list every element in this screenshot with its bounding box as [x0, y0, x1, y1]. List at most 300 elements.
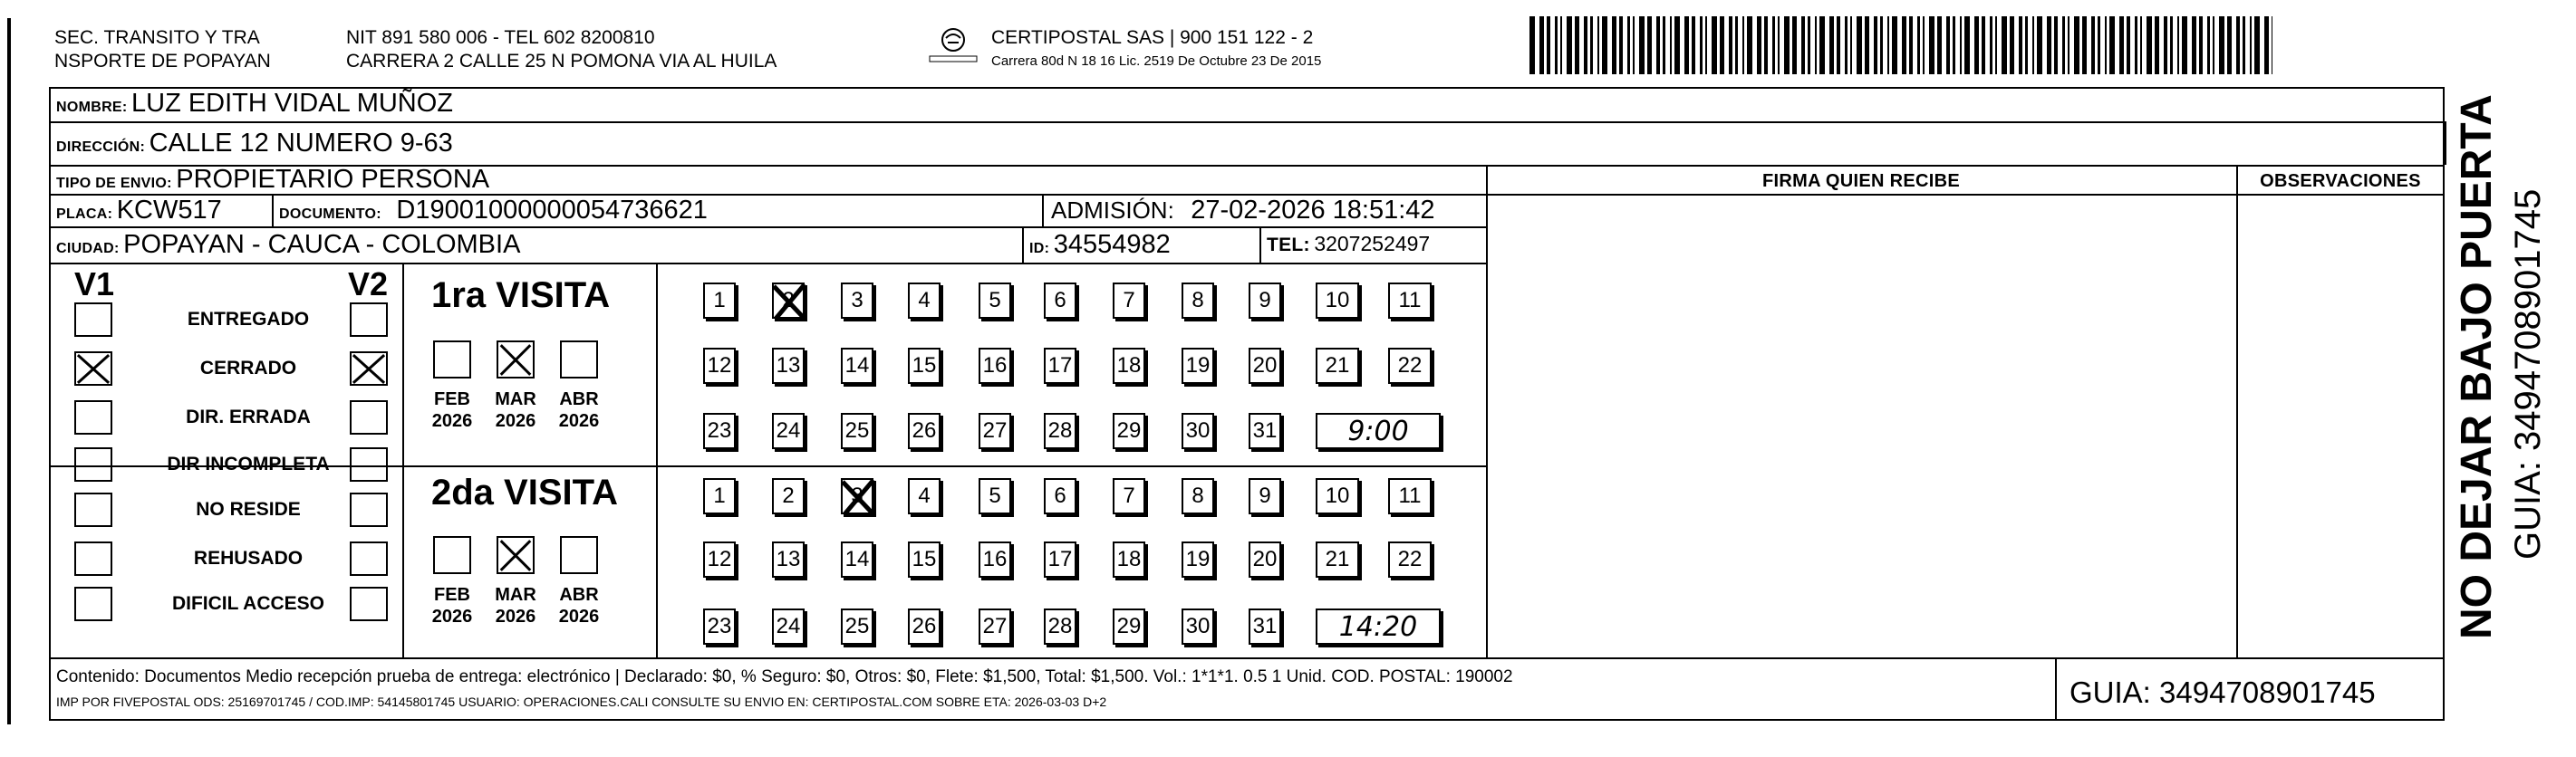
- day-box[interactable]: [772, 348, 805, 384]
- month-year: 2026: [558, 607, 600, 627]
- direccion-value: CALLE 12 NUMERO 9-63: [149, 129, 453, 158]
- visit-time[interactable]: 9:00: [1316, 413, 1441, 449]
- day-box[interactable]: [1316, 541, 1359, 578]
- documento-value: D19001000000054736621: [396, 196, 708, 225]
- day-number: 4: [918, 288, 931, 312]
- id-divider: [1022, 226, 1024, 263]
- nombre-row: [56, 91, 453, 117]
- day-box[interactable]: [1249, 413, 1281, 449]
- status-label: ENTREGADO: [187, 309, 310, 330]
- placa-row: [56, 197, 222, 224]
- month-label: FEB: [434, 585, 470, 605]
- day-box[interactable]: [1182, 541, 1214, 578]
- barcode-bar: [1705, 16, 1707, 74]
- barcode-bar: [1692, 16, 1695, 74]
- day-number: 15: [912, 547, 937, 571]
- day-box[interactable]: [1113, 348, 1145, 384]
- side-warning: NO DEJAR BAJO PUERTA: [2453, 94, 2501, 639]
- v1-checkbox[interactable]: [74, 447, 112, 482]
- barcode-bar: [1909, 16, 1913, 74]
- admision-divider: [1042, 194, 1044, 226]
- day-box[interactable]: [1044, 541, 1076, 578]
- day-box[interactable]: [1388, 348, 1432, 384]
- barcode-bar: [1960, 16, 1962, 74]
- barcode-bar: [2213, 16, 2214, 74]
- day-box[interactable]: [908, 413, 941, 449]
- barcode-bar: [1865, 16, 1869, 74]
- barcode-bar: [2227, 16, 2232, 74]
- day-number: 14: [844, 353, 870, 378]
- day-number: 31: [1252, 614, 1278, 638]
- barcode-bar: [2140, 16, 2142, 74]
- barcode-bar: [2127, 16, 2130, 74]
- barcode-bar: [1663, 16, 1665, 74]
- tel-divider: [1259, 226, 1261, 263]
- day-box[interactable]: [1113, 608, 1145, 645]
- admision-value: 27-02-2026 18:51:42: [1191, 196, 1435, 225]
- day-number: 19: [1185, 547, 1211, 571]
- day-box[interactable]: [1182, 283, 1214, 319]
- barcode-bar: [1937, 16, 1942, 74]
- barcode-bar: [1742, 16, 1744, 74]
- day-number: 17: [1047, 353, 1073, 378]
- day-box[interactable]: [703, 541, 736, 578]
- barcode-bar: [1953, 16, 1955, 74]
- day-number: 17: [1047, 547, 1073, 571]
- day-box[interactable]: [841, 478, 873, 514]
- month-year: 2026: [431, 607, 473, 627]
- status-divider: [402, 263, 404, 657]
- side-guia: GUIA: 3494708901745: [2508, 188, 2548, 560]
- v2-checkbox[interactable]: [350, 447, 388, 482]
- month-year: 2026: [495, 411, 536, 431]
- barcode-bar: [2164, 16, 2167, 74]
- day-number: 8: [1192, 484, 1204, 508]
- day-box[interactable]: [1249, 541, 1281, 578]
- barcode-bar: [1850, 16, 1852, 74]
- day-box[interactable]: [908, 541, 941, 578]
- barcode-bar: [1590, 16, 1593, 74]
- day-number: 4: [918, 484, 931, 508]
- v2-checkbox[interactable]: [350, 587, 388, 621]
- v2-checkbox[interactable]: [350, 302, 388, 337]
- barcode-bar: [1845, 16, 1848, 74]
- day-number: 20: [1252, 353, 1278, 378]
- barcode-bar: [1529, 16, 1535, 74]
- day-number: 27: [982, 418, 1008, 443]
- day-box[interactable]: [1113, 478, 1145, 514]
- day-box[interactable]: [908, 348, 941, 384]
- day-box[interactable]: [979, 608, 1011, 645]
- barcode-bar: [1778, 16, 1780, 74]
- day-box[interactable]: [703, 413, 736, 449]
- nit-line-2: CARRERA 2 CALLE 25 N POMONA VIA AL HUILA: [346, 51, 777, 72]
- day-number: 6: [1054, 288, 1066, 312]
- barcode-bar: [1764, 16, 1768, 74]
- barcode-bar: [2207, 16, 2210, 74]
- day-box[interactable]: [841, 541, 873, 578]
- ciudad-row: [56, 232, 520, 258]
- tipo-label: TIPO DE ENVIO:: [56, 176, 172, 191]
- barcode-bar: [1880, 16, 1883, 74]
- day-box[interactable]: [1249, 608, 1281, 645]
- day-number: 7: [1123, 288, 1135, 312]
- day-number: 28: [1047, 614, 1073, 638]
- visit2-title: 2da VISITA: [431, 473, 618, 513]
- barcode-bar: [2135, 16, 2137, 74]
- nit-line-1: NIT 891 580 006 - TEL 602 8200810: [346, 27, 655, 48]
- v1-checkbox[interactable]: [74, 587, 112, 621]
- carrier-line-1: CERTIPOSTAL SAS | 900 151 122 - 2: [991, 27, 1314, 48]
- day-number: 11: [1398, 484, 1422, 508]
- status-label: REHUSADO: [193, 548, 304, 569]
- day-number: 27: [982, 614, 1008, 638]
- day-number: 18: [1116, 353, 1142, 378]
- day-number: 5: [989, 484, 1001, 508]
- day-box[interactable]: [703, 478, 736, 514]
- barcode-bar: [1647, 16, 1652, 74]
- day-number: 25: [844, 614, 870, 638]
- day-number: 24: [776, 418, 801, 443]
- v2-checkbox[interactable]: [350, 493, 388, 527]
- footer-guia: GUIA: 3494708901745: [2069, 676, 2376, 709]
- day-number: 19: [1185, 353, 1211, 378]
- day-box[interactable]: [1249, 478, 1281, 514]
- day-number: 6: [1054, 484, 1066, 508]
- barcode-bar: [1547, 16, 1550, 74]
- barcode-bar: [1567, 16, 1572, 74]
- month-checkbox[interactable]: [560, 340, 598, 378]
- day-box[interactable]: [772, 478, 805, 514]
- barcode-bar: [1729, 16, 1732, 74]
- day-box[interactable]: [908, 478, 941, 514]
- tel-label: TEL:: [1267, 235, 1310, 255]
- day-number: 30: [1185, 614, 1211, 638]
- day-box[interactable]: [1249, 348, 1281, 384]
- day-number: 3: [851, 288, 863, 312]
- day-number: 5: [989, 288, 1001, 312]
- barcode-bar: [2091, 16, 2095, 74]
- day-number: 26: [912, 418, 937, 443]
- barcode-bar: [1819, 16, 1825, 74]
- day-box[interactable]: [772, 541, 805, 578]
- status-label: NO RESIDE: [196, 499, 301, 520]
- barcode-bar: [1656, 16, 1660, 74]
- day-box[interactable]: [1388, 478, 1432, 514]
- day-box[interactable]: [1113, 283, 1145, 319]
- month-label: ABR: [559, 585, 599, 605]
- barcode-bar: [1815, 16, 1817, 74]
- day-box[interactable]: [1113, 541, 1145, 578]
- ciudad-label: CIUDAD:: [56, 241, 120, 256]
- month-year: 2026: [495, 607, 536, 627]
- status-label: DIFICIL ACCESO: [171, 593, 324, 614]
- day-box[interactable]: [703, 608, 736, 645]
- day-box[interactable]: [841, 283, 873, 319]
- v2-checkbox[interactable]: [350, 541, 388, 576]
- day-number: 1: [713, 288, 726, 312]
- day-number: 26: [912, 614, 937, 638]
- day-box[interactable]: [772, 283, 805, 319]
- day-number: 29: [1116, 614, 1142, 638]
- status-label: DIR INCOMPLETA: [167, 454, 330, 474]
- day-number: 2: [782, 288, 795, 312]
- barcode-bar: [1801, 16, 1805, 74]
- barcode: [1529, 16, 2272, 74]
- v1-checkbox[interactable]: [74, 493, 112, 527]
- row-line-footer: [49, 657, 2445, 659]
- barcode-bar: [2054, 16, 2058, 74]
- day-number: 24: [776, 614, 801, 638]
- day-box[interactable]: [979, 478, 1011, 514]
- barcode-bar: [1792, 16, 1797, 74]
- barcode-bar: [1674, 16, 1680, 74]
- direccion-label: DIRECCIÓN:: [56, 139, 146, 155]
- barcode-bar: [2119, 16, 2124, 74]
- day-number: 8: [1192, 288, 1204, 312]
- barcode-bar: [2010, 16, 2014, 74]
- day-number: 23: [707, 614, 732, 638]
- firma-left-line: [1486, 165, 1488, 659]
- month-year: 2026: [431, 411, 473, 431]
- day-box[interactable]: [1249, 283, 1281, 319]
- side-column-line: [2445, 121, 2446, 165]
- month-checkbox[interactable]: [433, 340, 471, 378]
- day-number: 9: [1259, 484, 1271, 508]
- barcode-bar: [1857, 16, 1862, 74]
- barcode-bar: [1917, 16, 1920, 74]
- day-box[interactable]: [1388, 283, 1432, 319]
- visit-time[interactable]: 14:20: [1316, 608, 1441, 645]
- day-number: 29: [1116, 418, 1142, 443]
- day-number: 18: [1116, 547, 1142, 571]
- barcode-bar: [1712, 16, 1717, 74]
- barcode-bar: [1772, 16, 1775, 74]
- day-box[interactable]: [1182, 608, 1214, 645]
- day-mark-icon: [837, 476, 879, 518]
- barcode-bar: [1887, 16, 1889, 74]
- day-number: 1: [713, 484, 726, 508]
- day-number: 2: [782, 484, 795, 508]
- id-label: ID:: [1029, 241, 1050, 256]
- day-box[interactable]: [979, 283, 1011, 319]
- barcode-bar: [2074, 16, 2079, 74]
- barcode-bar: [2254, 16, 2260, 74]
- month-label: ABR: [559, 389, 599, 409]
- day-mark-icon: [768, 281, 810, 322]
- day-number: 13: [776, 353, 801, 378]
- day-box[interactable]: [1316, 283, 1359, 319]
- barcode-bar: [1990, 16, 1992, 74]
- barcode-bar: [2109, 16, 2115, 74]
- admision-label: ADMISIÓN:: [1051, 196, 1174, 224]
- barcode-bar: [2170, 16, 2173, 74]
- month-checkbox[interactable]: [497, 340, 535, 378]
- barcode-bar: [1555, 16, 1558, 74]
- documento-label: DOCUMENTO:: [279, 206, 381, 222]
- day-box[interactable]: [979, 348, 1011, 384]
- barcode-bar: [1995, 16, 1997, 74]
- day-box[interactable]: [1044, 478, 1076, 514]
- barcode-bar: [1929, 16, 1934, 74]
- barcode-bar: [1597, 16, 1599, 74]
- observaciones-header: OBSERVACIONES: [2260, 171, 2421, 191]
- barcode-bar: [1560, 16, 1562, 74]
- v2-checkbox[interactable]: [350, 400, 388, 435]
- placa-label: PLACA:: [56, 206, 113, 222]
- direccion-row: [56, 130, 453, 157]
- v2-checkbox[interactable]: [350, 351, 388, 386]
- tipo-row: [56, 167, 489, 193]
- placa-divider: [272, 194, 274, 226]
- v1-checkbox[interactable]: [74, 351, 112, 386]
- barcode-bar: [2155, 16, 2159, 74]
- barcode-bar: [1539, 16, 1544, 74]
- barcode-bar: [1808, 16, 1810, 74]
- sender-line-1: SEC. TRANSITO Y TRA: [54, 27, 260, 48]
- day-box[interactable]: [1044, 348, 1076, 384]
- barcode-bar: [1700, 16, 1703, 74]
- nombre-value: LUZ EDITH VIDAL MUÑOZ: [131, 89, 454, 118]
- footer-imp: IMP POR FIVEPOSTAL ODS: 25169701745 / COD.IMP: 54145801745 USUARIO: OPERACIONES.CALI CONSULTE SU ENVIO EN: CERTIPOSTAL.COM SOBRE ETA: 2026-03-03 D+2: [56, 695, 1107, 709]
- barcode-bar: [2250, 16, 2252, 74]
- status-label: CERRADO: [199, 358, 297, 378]
- barcode-bar: [2147, 16, 2152, 74]
- tipo-value: PROPIETARIO PERSONA: [176, 165, 490, 194]
- carrier-line-2: Carrera 80d N 18 16 Lic. 2519 De Octubre 23 De 2015: [991, 53, 1322, 69]
- v2-label: V2: [348, 265, 389, 302]
- v1-checkbox[interactable]: [74, 541, 112, 576]
- left-edge-bracket: [7, 18, 11, 724]
- v1-label: V1: [74, 265, 115, 302]
- certipostal-logo: [926, 25, 980, 71]
- barcode-bar: [1829, 16, 1834, 74]
- day-number: 22: [1397, 547, 1423, 571]
- month-checkbox[interactable]: [433, 536, 471, 574]
- barcode-bar: [1720, 16, 1724, 74]
- day-box[interactable]: [772, 413, 805, 449]
- day-box[interactable]: [772, 608, 805, 645]
- barcode-bar: [1982, 16, 1985, 74]
- day-number: 3: [851, 484, 863, 508]
- day-box[interactable]: [841, 608, 873, 645]
- row-line-name-bottom: [49, 121, 2445, 123]
- day-number: 22: [1397, 353, 1423, 378]
- id-row: [1029, 232, 1171, 258]
- barcode-bar: [2032, 16, 2034, 74]
- day-box[interactable]: [1044, 283, 1076, 319]
- barcode-bar: [2068, 16, 2069, 74]
- day-number: 12: [707, 353, 732, 378]
- ciudad-value: POPAYAN - CAUCA - COLOMBIA: [123, 230, 521, 259]
- barcode-bar: [2199, 16, 2203, 74]
- barcode-bar: [1575, 16, 1579, 74]
- barcode-bar: [2002, 16, 2007, 74]
- day-number: 13: [776, 547, 801, 571]
- barcode-bar: [2082, 16, 2087, 74]
- barcode-bar: [1612, 16, 1616, 74]
- day-box[interactable]: [1388, 541, 1432, 578]
- month-checkbox[interactable]: [560, 536, 598, 574]
- barcode-bar: [1684, 16, 1689, 74]
- footer-contenido: Contenido: Documentos Medio recepción prueba de entrega: electrónico | Declarado: $0, % Seguro: $0, Otros: $0, Flete: $1,500, Total: $1,500. Vol.: 1*1*1. 0.5 1 Unid. COD. POSTAL: 190002: [56, 667, 1513, 686]
- barcode-bar: [2219, 16, 2224, 74]
- month-year: 2026: [558, 411, 600, 431]
- placa-value: KCW517: [116, 196, 222, 225]
- tel-row: [1267, 234, 1430, 254]
- documento-row: [279, 197, 708, 224]
- day-box[interactable]: [1182, 413, 1214, 449]
- barcode-bar: [1892, 16, 1897, 74]
- day-box[interactable]: [1113, 413, 1145, 449]
- barcode-bar: [1747, 16, 1752, 74]
- v1-checkbox[interactable]: [74, 302, 112, 337]
- day-number: 14: [844, 547, 870, 571]
- day-number: 11: [1398, 288, 1422, 312]
- barcode-bar: [1602, 16, 1607, 74]
- day-box[interactable]: [841, 413, 873, 449]
- v1-checkbox[interactable]: [74, 400, 112, 435]
- barcode-bar: [2182, 16, 2187, 74]
- barcode-bar: [1633, 16, 1635, 74]
- day-number: 16: [982, 353, 1008, 378]
- row-line-3: [49, 226, 1486, 228]
- day-number: 23: [707, 418, 732, 443]
- certipostal-logo-icon: [926, 25, 980, 71]
- month-label: FEB: [434, 389, 470, 409]
- month-label: MAR: [495, 585, 536, 605]
- day-box[interactable]: [979, 413, 1011, 449]
- day-box[interactable]: [703, 283, 736, 319]
- barcode-bar: [1757, 16, 1761, 74]
- firma-header: FIRMA QUIEN RECIBE: [1762, 171, 1960, 191]
- barcode-bar: [2192, 16, 2196, 74]
- day-box[interactable]: [1316, 348, 1359, 384]
- barcode-bar: [1974, 16, 1979, 74]
- observaciones-left-line: [2236, 165, 2238, 659]
- barcode-bar: [2098, 16, 2100, 74]
- barcode-bar: [2243, 16, 2245, 74]
- barcode-bar: [2236, 16, 2240, 74]
- day-box[interactable]: [979, 541, 1011, 578]
- day-number: 21: [1325, 547, 1350, 571]
- barcode-bar: [1627, 16, 1630, 74]
- day-box[interactable]: [908, 608, 941, 645]
- day-number: 7: [1123, 484, 1135, 508]
- day-number: 12: [707, 547, 732, 571]
- day-box[interactable]: [841, 348, 873, 384]
- barcode-bar: [2062, 16, 2065, 74]
- barcode-bar: [1902, 16, 1906, 74]
- barcode-bar: [1619, 16, 1623, 74]
- day-box[interactable]: [1182, 478, 1214, 514]
- day-box[interactable]: [1044, 413, 1076, 449]
- month-checkbox[interactable]: [497, 536, 535, 574]
- day-box[interactable]: [908, 283, 941, 319]
- day-box[interactable]: [703, 348, 736, 384]
- barcode-bar: [1735, 16, 1738, 74]
- id-value: 34554982: [1053, 230, 1171, 259]
- day-box[interactable]: [1044, 608, 1076, 645]
- barcode-bar: [2025, 16, 2028, 74]
- barcode-bar: [2037, 16, 2042, 74]
- nombre-label: NOMBRE:: [56, 100, 128, 115]
- day-box[interactable]: [1182, 348, 1214, 384]
- day-number: 25: [844, 418, 870, 443]
- day-box[interactable]: [1316, 478, 1359, 514]
- month-label: MAR: [495, 389, 536, 409]
- footer-guia-divider: [2055, 657, 2057, 721]
